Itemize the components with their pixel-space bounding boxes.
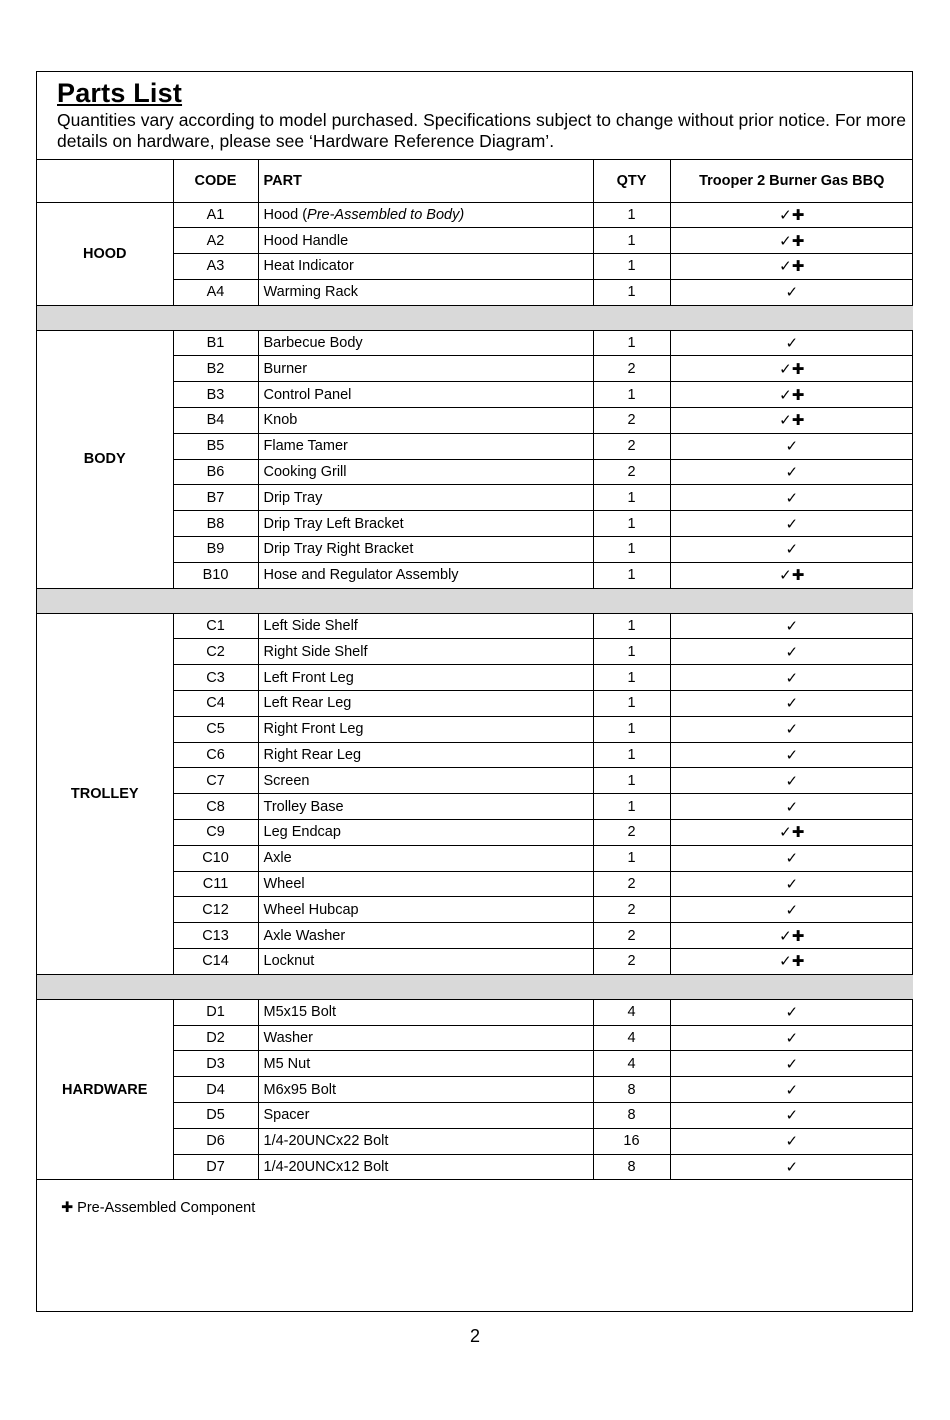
part-name-cell: [258, 202, 593, 228]
included-check-icon: ✓✚: [670, 202, 913, 228]
part-name-cell: [258, 897, 593, 923]
included-check-icon: ✓: [670, 1103, 913, 1129]
part-name-cell: [258, 691, 593, 717]
part-qty: 1: [593, 613, 670, 639]
part-name-cell: [258, 1103, 593, 1129]
part-name: Drip Tray: [263, 489, 323, 506]
part-code: C1: [173, 613, 258, 639]
part-name: Control Panel: [263, 386, 352, 403]
part-qty: 4: [593, 999, 670, 1025]
included-check-icon: ✓✚: [670, 408, 913, 434]
part-qty: 1: [593, 742, 670, 768]
group-label-trolley: TROLLEY: [37, 613, 173, 974]
part-name-cell: [258, 1128, 593, 1154]
included-check-icon: ✓: [670, 330, 913, 356]
part-qty: 8: [593, 1154, 670, 1180]
part-qty: 2: [593, 459, 670, 485]
part-code: D6: [173, 1128, 258, 1154]
part-name: Warming Rack: [263, 284, 359, 301]
part-code: C14: [173, 949, 258, 975]
part-qty: 1: [593, 485, 670, 511]
part-qty: 16: [593, 1128, 670, 1154]
part-name-cell: [258, 459, 593, 485]
part-code: B1: [173, 330, 258, 356]
part-code: B6: [173, 459, 258, 485]
part-qty: 4: [593, 1051, 670, 1077]
part-code: B9: [173, 537, 258, 563]
part-code: C13: [173, 923, 258, 949]
part-name-cell: [258, 511, 593, 537]
included-check-icon: ✓: [670, 485, 913, 511]
included-check-icon: ✓✚: [670, 820, 913, 846]
part-name: M5x15 Bolt: [263, 1004, 337, 1021]
part-code: A3: [173, 254, 258, 280]
part-qty: 1: [593, 279, 670, 305]
part-code: C6: [173, 742, 258, 768]
included-check-icon: ✓: [670, 742, 913, 768]
part-note: Pre-Assembled to Body): [307, 206, 465, 223]
part-qty: 4: [593, 1025, 670, 1051]
included-check-icon: ✓: [670, 665, 913, 691]
part-code: C4: [173, 691, 258, 717]
parts-table: [37, 160, 913, 1180]
header: [37, 72, 912, 160]
part-name-cell: [258, 1077, 593, 1103]
part-qty: 1: [593, 382, 670, 408]
included-check-icon: ✓✚: [670, 254, 913, 280]
section-separator-cell: [37, 974, 913, 999]
parts-table-body: [37, 160, 913, 1180]
part-name-cell: [258, 639, 593, 665]
part-qty: 1: [593, 202, 670, 228]
part-name-cell: [258, 356, 593, 382]
part-name-cell: [258, 716, 593, 742]
part-name: Flame Tamer: [263, 438, 348, 455]
part-qty: 1: [593, 330, 670, 356]
part-name-cell: [258, 1025, 593, 1051]
part-name-cell: [258, 768, 593, 794]
included-check-icon: ✓: [670, 1051, 913, 1077]
part-qty: 1: [593, 511, 670, 537]
part-qty: 2: [593, 949, 670, 975]
part-code: C5: [173, 716, 258, 742]
included-check-icon: ✓: [670, 459, 913, 485]
plus-icon: ✚: [61, 1200, 74, 1216]
included-check-icon: ✓: [670, 716, 913, 742]
code-column-header: CODE: [173, 160, 258, 202]
group-label-hardware: HARDWARE: [37, 999, 173, 1180]
table-row: [37, 999, 913, 1025]
part-name-cell: [258, 742, 593, 768]
part-code: B4: [173, 408, 258, 434]
qty-column-header: QTY: [593, 160, 670, 202]
included-check-icon: ✓: [670, 1154, 913, 1180]
part-code: B8: [173, 511, 258, 537]
section-separator-row: [37, 588, 913, 613]
part-code: D7: [173, 1154, 258, 1180]
included-check-icon: ✓: [670, 1077, 913, 1103]
part-name-cell: [258, 999, 593, 1025]
included-check-icon: ✓✚: [670, 923, 913, 949]
part-code: D2: [173, 1025, 258, 1051]
part-name: M6x95 Bolt: [263, 1081, 337, 1098]
part-qty: 1: [593, 845, 670, 871]
part-name: Leg Endcap: [263, 824, 341, 841]
section-separator-cell: [37, 588, 913, 613]
part-code: B10: [173, 562, 258, 588]
part-qty: 8: [593, 1077, 670, 1103]
part-code: D3: [173, 1051, 258, 1077]
part-name-cell: [258, 433, 593, 459]
part-name-cell: [258, 949, 593, 975]
part-name: Drip Tray Right Bracket: [263, 541, 414, 558]
part-name-cell: [258, 923, 593, 949]
included-check-icon: ✓: [670, 691, 913, 717]
legend-text: Pre-Assembled Component: [77, 1200, 256, 1216]
part-qty: 1: [593, 639, 670, 665]
part-qty: 1: [593, 562, 670, 588]
part-name: Washer: [263, 1030, 313, 1046]
part-name-cell: [258, 228, 593, 254]
part-name: Axle Washer: [263, 927, 346, 944]
part-name: Hood (: [263, 206, 308, 223]
part-name-cell: [258, 279, 593, 305]
page-title: Parts List: [57, 78, 183, 108]
part-name: Knob: [263, 412, 298, 429]
part-name: Drip Tray Left Bracket: [263, 515, 404, 532]
part-qty: 2: [593, 871, 670, 897]
part-code: B5: [173, 433, 258, 459]
part-name: Spacer: [263, 1107, 310, 1124]
group-column-header: [37, 160, 173, 202]
part-qty: 2: [593, 408, 670, 434]
part-name: Right Side Shelf: [263, 643, 368, 660]
part-qty: 8: [593, 1103, 670, 1129]
part-name-cell: [258, 382, 593, 408]
table-row: [37, 202, 913, 228]
part-name-cell: [258, 408, 593, 434]
included-check-icon: ✓: [670, 279, 913, 305]
included-check-icon: ✓: [670, 897, 913, 923]
part-code: A2: [173, 228, 258, 254]
included-check-icon: ✓: [670, 639, 913, 665]
part-name: Left Side Shelf: [263, 618, 358, 635]
part-qty: 2: [593, 897, 670, 923]
part-code: C3: [173, 665, 258, 691]
part-code: C2: [173, 639, 258, 665]
included-check-icon: ✓: [670, 537, 913, 563]
part-name: Left Rear Leg: [263, 695, 352, 712]
part-name-cell: [258, 794, 593, 820]
group-label-body: BODY: [37, 330, 173, 588]
included-check-icon: ✓: [670, 845, 913, 871]
part-name: Wheel Hubcap: [263, 901, 359, 918]
included-check-icon: ✓: [670, 871, 913, 897]
part-name: Axle: [263, 850, 292, 867]
included-check-icon: ✓: [670, 768, 913, 794]
included-check-icon: ✓: [670, 613, 913, 639]
part-code: C12: [173, 897, 258, 923]
part-qty: 1: [593, 768, 670, 794]
table-row: [37, 613, 913, 639]
included-check-icon: ✓: [670, 511, 913, 537]
included-check-icon: ✓: [670, 1128, 913, 1154]
group-label-hood: HOOD: [37, 202, 173, 305]
part-qty: 1: [593, 665, 670, 691]
part-name: 1/4-20UNCx22 Bolt: [263, 1133, 389, 1150]
parts-list-frame: [36, 71, 913, 1312]
part-code: D1: [173, 999, 258, 1025]
part-name: Right Rear Leg: [263, 747, 362, 764]
section-separator-row: [37, 305, 913, 330]
part-qty: 1: [593, 254, 670, 280]
part-name-cell: [258, 613, 593, 639]
included-check-icon: ✓: [670, 1025, 913, 1051]
part-name: Screen: [263, 772, 310, 789]
part-name-cell: [258, 330, 593, 356]
part-code: C10: [173, 845, 258, 871]
part-code: C8: [173, 794, 258, 820]
part-code: C11: [173, 871, 258, 897]
part-code: C7: [173, 768, 258, 794]
section-separator-row: [37, 974, 913, 999]
part-name-cell: [258, 820, 593, 846]
included-check-icon: ✓: [670, 999, 913, 1025]
part-qty: 1: [593, 716, 670, 742]
included-check-icon: ✓: [670, 433, 913, 459]
part-name-cell: [258, 845, 593, 871]
part-name: Burner: [263, 360, 308, 377]
part-name: M5 Nut: [263, 1055, 311, 1072]
part-code: D5: [173, 1103, 258, 1129]
part-name: Heat Indicator: [263, 258, 354, 275]
part-qty: 1: [593, 691, 670, 717]
part-name: Hose and Regulator Assembly: [263, 567, 459, 584]
part-qty: 2: [593, 356, 670, 382]
included-check-icon: ✓✚: [670, 228, 913, 254]
part-name-cell: [258, 871, 593, 897]
part-code: D4: [173, 1077, 258, 1103]
table-row: [37, 330, 913, 356]
part-name: Left Front Leg: [263, 669, 354, 686]
part-qty: 2: [593, 433, 670, 459]
part-name: Cooking Grill: [263, 464, 347, 481]
part-name: Trolley Base: [263, 798, 344, 815]
part-name: Barbecue Body: [263, 335, 363, 352]
part-name-cell: [258, 537, 593, 563]
part-qty: 2: [593, 820, 670, 846]
model-column-header: Trooper 2 Burner Gas BBQ: [670, 160, 913, 202]
part-name: Wheel: [263, 876, 305, 893]
part-name-cell: [258, 1051, 593, 1077]
part-column-header: PART: [258, 160, 593, 202]
included-check-icon: ✓✚: [670, 382, 913, 408]
included-check-icon: ✓: [670, 794, 913, 820]
part-name: Locknut: [263, 953, 315, 970]
part-name: 1/4-20UNCx12 Bolt: [263, 1158, 389, 1175]
part-qty: 1: [593, 537, 670, 563]
part-name-cell: [258, 562, 593, 588]
part-name: Hood Handle: [263, 232, 349, 249]
part-qty: 1: [593, 228, 670, 254]
part-name: Right Front Leg: [263, 721, 364, 738]
part-code: B7: [173, 485, 258, 511]
part-name-cell: [258, 485, 593, 511]
intro-text: Quantities vary according to model purchased. Specifications subject to change without prior notice. For more details on hardware, please see ‘Hardware Reference Diagram’.: [57, 110, 906, 151]
part-name-cell: [258, 665, 593, 691]
included-check-icon: ✓✚: [670, 356, 913, 382]
part-name-cell: [258, 254, 593, 280]
table-header-row: [37, 160, 913, 202]
part-code: C9: [173, 820, 258, 846]
part-code: A4: [173, 279, 258, 305]
included-check-icon: ✓✚: [670, 949, 913, 975]
legend: [61, 1200, 255, 1216]
included-check-icon: ✓✚: [670, 562, 913, 588]
part-code: B3: [173, 382, 258, 408]
section-separator-cell: [37, 305, 913, 330]
part-qty: 1: [593, 794, 670, 820]
page-number: 2: [469, 1326, 480, 1346]
part-code: A1: [173, 202, 258, 228]
part-code: B2: [173, 356, 258, 382]
part-qty: 2: [593, 923, 670, 949]
part-name-cell: [258, 1154, 593, 1180]
